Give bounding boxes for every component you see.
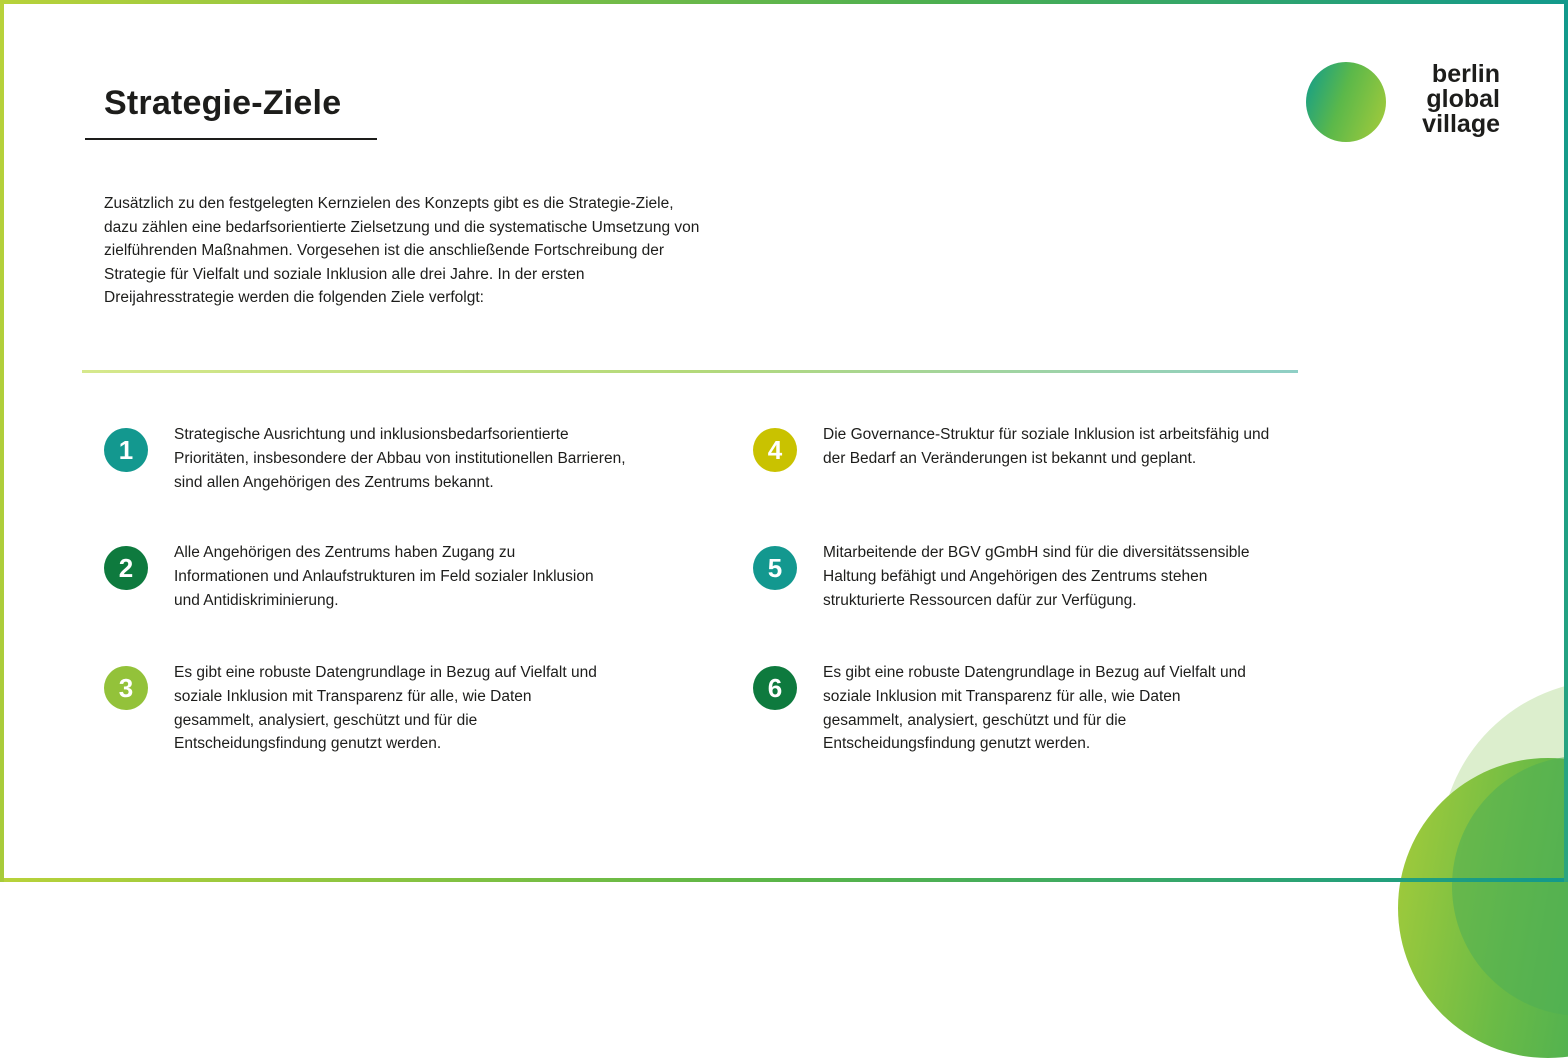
frame-right — [1564, 0, 1568, 882]
frame-bottom — [0, 878, 1568, 882]
goal-text: Es gibt eine robuste Datengrundlage in Bezug auf Vielfalt und soziale Inklusion mit Transparenz für alle, wie Daten gesammelt, analysiert, geschützt und für die Entscheidungsfindung genutzt werden. — [174, 664, 597, 753]
page-title: Strategie-Ziele — [104, 84, 342, 122]
goal-text: Alle Angehörigen des Zentrums haben Zugang zu Informationen und Anlaufstrukturen im Feld sozialer Inklusion und Antidiskriminierung. — [174, 544, 594, 609]
logo-circle-icon — [1306, 62, 1386, 142]
goal-text: Es gibt eine robuste Datengrundlage in Bezug auf Vielfalt und soziale Inklusion mit Transparenz für alle, wie Daten gesammelt, analysiert, geschützt und für die Entscheidungsfindung genutzt werden. — [823, 664, 1246, 753]
goal-number-badge: 2 — [104, 546, 148, 590]
goal-number-badge: 3 — [104, 666, 148, 710]
frame-top — [0, 0, 1568, 4]
frame-left — [0, 0, 4, 882]
goal-number-badge: 6 — [753, 666, 797, 710]
goal-text: Die Governance-Struktur für soziale Inklusion ist arbeitsfähig und der Bedarf an Veränderungen ist bekannt und geplant. — [823, 426, 1270, 467]
goal-number-badge: 1 — [104, 428, 148, 472]
goal-number-badge: 4 — [753, 428, 797, 472]
goal-number-badge: 5 — [753, 546, 797, 590]
logo-line-2: global — [1426, 85, 1500, 113]
goal-text: Mitarbeitende der BGV gGmbH sind für die diversitätssensible Haltung befähigt und Angehörigen des Zentrums stehen strukturierte Ressourcen dafür zur Verfügung. — [823, 544, 1250, 609]
section-divider — [82, 370, 1298, 373]
logo-line-3: village — [1422, 110, 1500, 138]
intro-paragraph: Zusätzlich zu den festgelegten Kernzielen des Konzepts gibt es die Strategie-Ziele, dazu zählen eine bedarfsorientierte Zielsetzung und die systematische Umsetzung von zielführenden Maßnahmen. Vorgesehen ist die anschließende Fortschreibung der Strategie für Vielfalt und soziale Inklusion alle drei Jahre. In der ersten Dreijahresstrategie werden die folgenden Ziele verfolgt: — [104, 195, 700, 307]
title-underline — [85, 138, 377, 140]
logo-wordmark — [1390, 62, 1500, 137]
logo-line-1: berlin — [1431, 60, 1500, 88]
goal-text: Strategische Ausrichtung und inklusionsbedarfsorientierte Prioritäten, insbesondere der Abbau von institutionellen Barrieren, sind allen Angehörigen des Zentrums bekannt. — [174, 426, 626, 491]
